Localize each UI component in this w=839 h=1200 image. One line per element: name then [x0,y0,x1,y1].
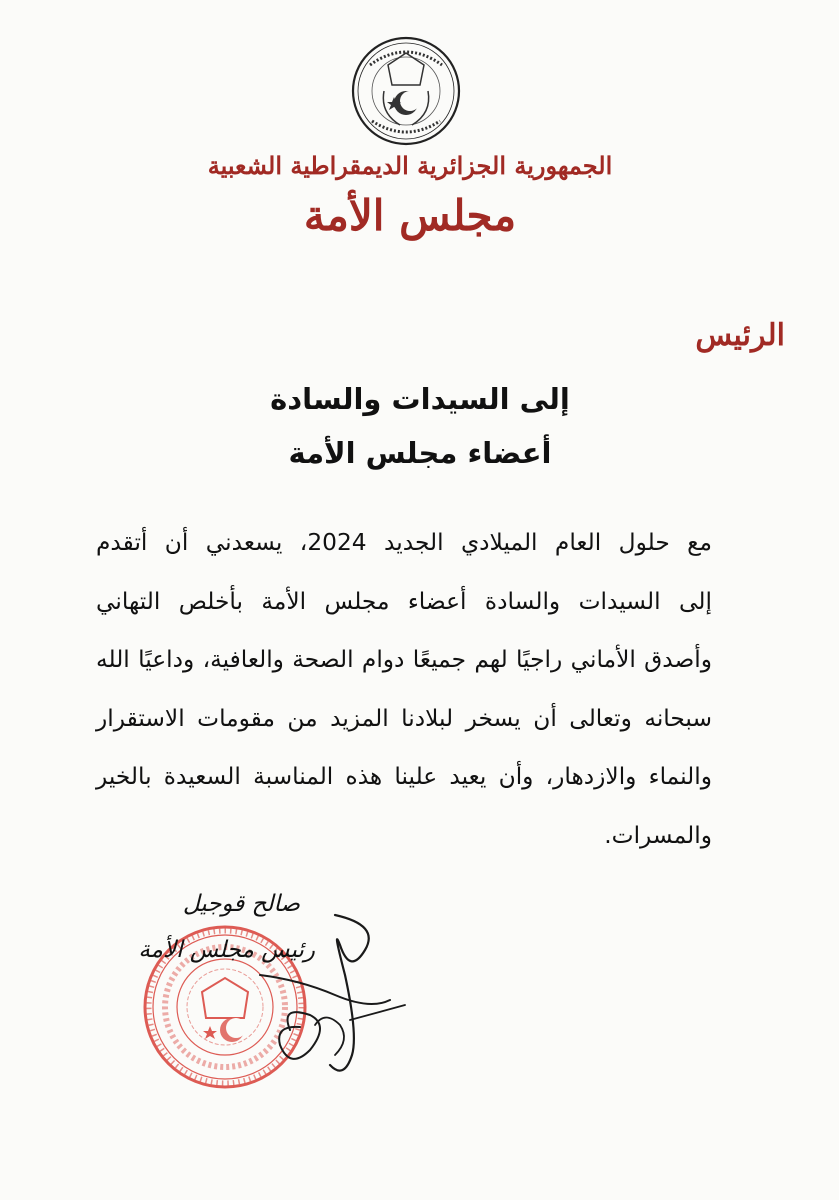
body-line: والمسرات. [604,821,712,849]
handwritten-signature-icon [240,905,410,1090]
signatory-name: صالح قوجيل [182,891,300,917]
signatory-title: رئيس مجلس الأمة [138,937,315,963]
body-line: سبحانه وتعالى أن يسخر لبلادنا المزيد من مقومات الاستقرار [96,704,712,732]
body-line: والنماء والازدهار، وأن يعيد علينا هذه المناسبة السعيدة بالخير [96,763,712,790]
algeria-emblem-icon [350,35,462,147]
addressee-line-1: إلى السيدات والسادة [270,382,570,416]
council-name: مجلس الأمة [303,191,517,240]
office-label: الرئيس [695,318,785,353]
addressee-line-2: أعضاء مجلس الأمة [288,436,552,470]
body-line: وأصدق الأماني راجيًا لهم جميعًا دوام الصحة والعافية، وداعيًا الله [96,646,712,673]
letter-body [96,514,712,865]
republic-name: الجمهورية الجزائرية الديمقراطية الشعبية [207,151,613,180]
body-line: مع حلول العام الميلادي الجديد 2024، يسعدني أن أتقدم [96,529,712,556]
body-line: إلى السيدات والسادة أعضاء مجلس الأمة بأخلص التهاني [96,587,712,615]
